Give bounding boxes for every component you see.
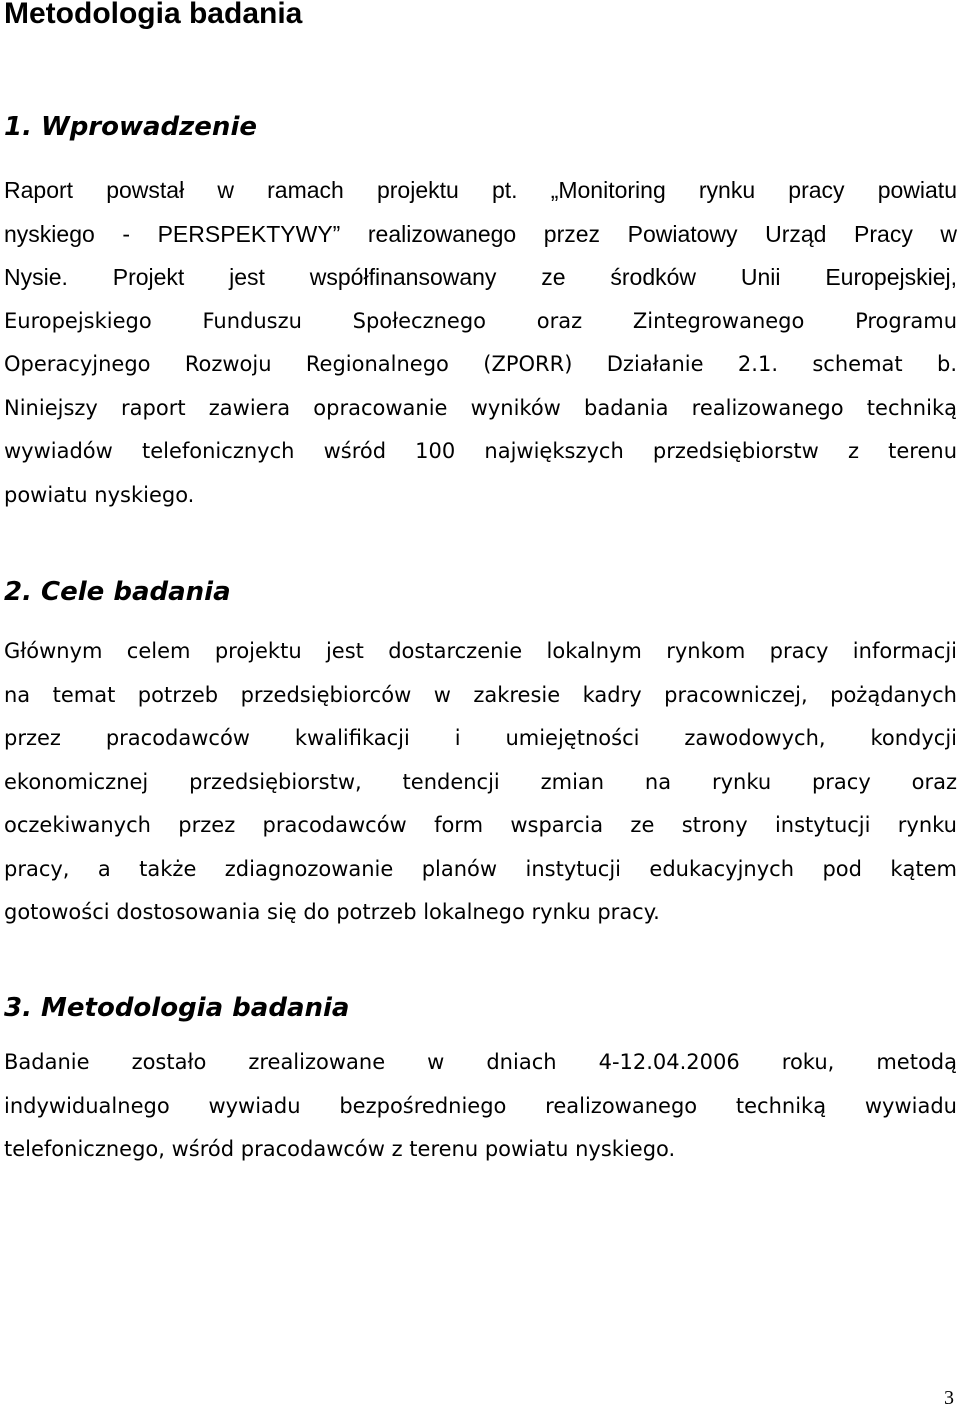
- paragraph-line: Głównym celem projektu jest dostarczenie lokalnym rynkom pracy informacji: [4, 639, 957, 663]
- paragraph-line: przez pracodawców kwalifikacji i umiejętności zawodowych, kondycji: [4, 726, 957, 750]
- paragraph-line: Raport powstał w ramach projektu pt. „Monitoring rynku pracy powiatu: [4, 177, 957, 203]
- paragraph-line: telefonicznego, wśród pracodawców z terenu powiatu nyskiego.: [4, 1137, 676, 1161]
- section-body-goals: [4, 630, 957, 935]
- section-body-methodology: [4, 1041, 957, 1172]
- paragraph-line: pracy, a także zdiagnozowanie planów instytucji edukacyjnych pod kątem: [4, 856, 957, 881]
- section-body-introduction: [4, 169, 957, 517]
- section-heading-goals: 2. Cele badania: [4, 577, 231, 607]
- document-title: Metodologia badania: [4, 0, 303, 30]
- paragraph-line: gotowości dostosowania się do potrzeb lokalnego rynku pracy.: [4, 900, 660, 924]
- paragraph-line: Niniejszy raport zawiera opracowanie wyników badania realizowanego techniką: [4, 395, 957, 420]
- paragraph-line: Europejskiego Funduszu Społecznego oraz Zintegrowanego Programu: [4, 308, 957, 333]
- paragraph-line: oczekiwanych przez pracodawców form wsparcia ze strony instytucji rynku: [4, 813, 957, 837]
- section-heading-methodology: 3. Metodologia badania: [4, 993, 350, 1023]
- section-heading-introduction: 1. Wprowadzenie: [4, 112, 257, 142]
- page-number: 3: [944, 1387, 954, 1409]
- paragraph-line: Badanie zostało zrealizowane w dniach 4-12.04.2006 roku, metodą: [4, 1050, 957, 1074]
- paragraph-line: powiatu nyskiego.: [4, 482, 195, 507]
- paragraph-line: na temat potrzeb przedsiębiorców w zakresie kadry pracowniczej, pożądanych: [4, 682, 957, 707]
- paragraph-line: Operacyjnego Rozwoju Regionalnego (ZPORR) Działanie 2.1. schemat b.: [4, 352, 957, 376]
- paragraph-line: ekonomicznej przedsiębiorstw, tendencji zmian na rynku pracy oraz: [4, 769, 957, 794]
- paragraph-line: wywiadów telefonicznych wśród 100 największych przedsiębiorstw z terenu: [4, 439, 957, 463]
- paragraph-line: nyskiego - PERSPEKTYWY” realizowanego przez Powiatowy Urząd Pracy w: [4, 220, 957, 247]
- paragraph-line: indywidualnego wywiadu bezpośredniego realizowanego techniką wywiadu: [4, 1093, 957, 1118]
- paragraph-line: Nysie. Projekt jest współfinansowany ze środków Unii Europejskiej,: [4, 264, 957, 290]
